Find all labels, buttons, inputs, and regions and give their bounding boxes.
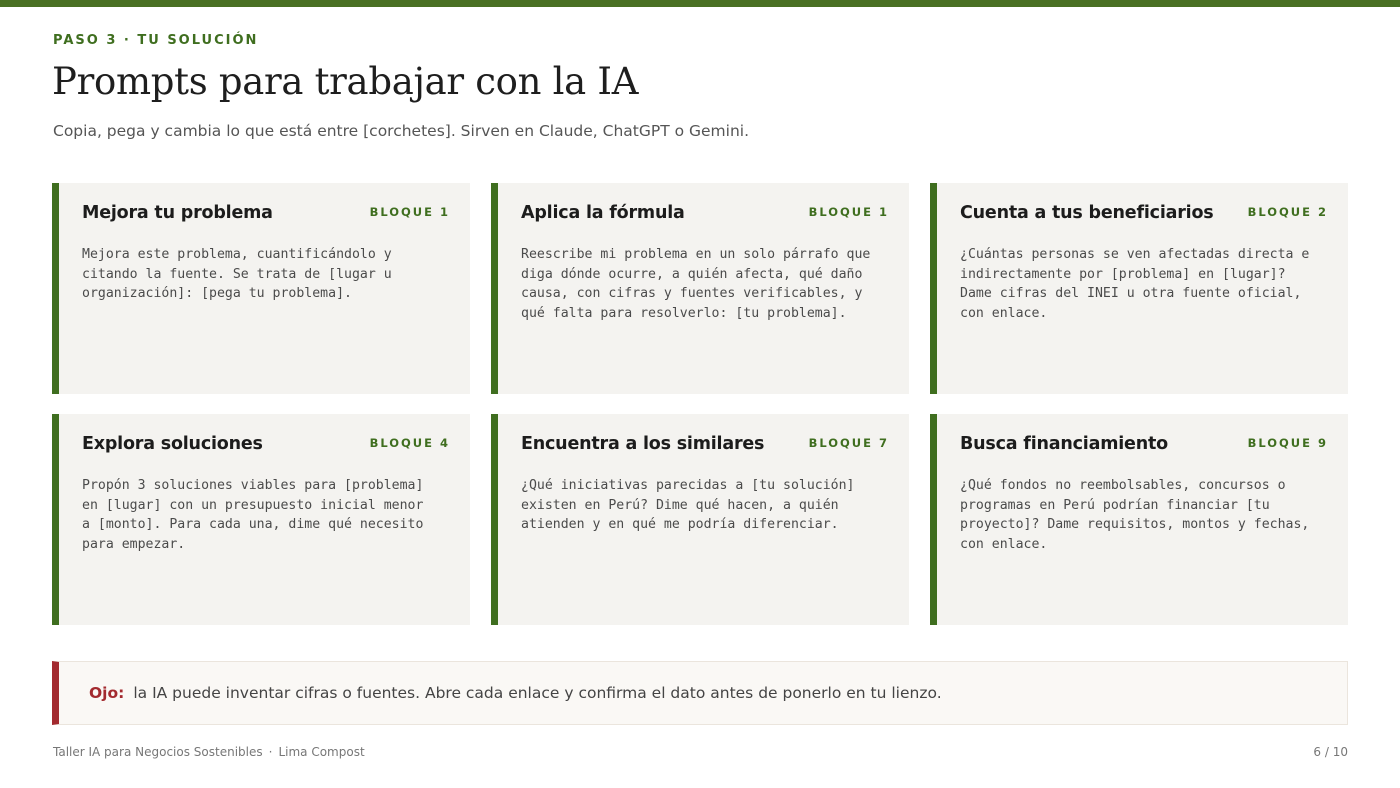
prompt-text[interactable]: ¿Qué iniciativas parecidas a [tu solución] existen en Perú? Dime qué hacen, a quién atienden y en qué me podría diferenciar.: [521, 478, 855, 533]
card-header: [82, 433, 450, 454]
block-tag: BLOQUE 9: [1247, 436, 1328, 450]
card-header: [521, 433, 889, 454]
prompt-card[interactable]: [930, 183, 1348, 394]
prompt-card[interactable]: [930, 414, 1348, 625]
block-tag: BLOQUE 1: [808, 205, 889, 219]
footer-credits: [53, 745, 365, 759]
block-tag: BLOQUE 7: [808, 436, 889, 450]
footer-separator: ·: [268, 745, 273, 759]
card-title: Busca financiamiento: [960, 434, 1168, 454]
page-subtitle: Copia, pega y cambia lo que está entre [corchetes]. Sirven en Claude, ChatGPT o Gemini.: [53, 122, 750, 140]
footer-course: Taller IA para Negocios Sostenibles: [53, 745, 263, 759]
card-title: Explora soluciones: [82, 434, 263, 454]
card-title: Cuenta a tus beneficiarios: [960, 203, 1214, 223]
block-tag: BLOQUE 1: [369, 205, 450, 219]
block-tag: BLOQUE 4: [369, 436, 450, 450]
warning-label: Ojo:: [89, 684, 125, 702]
page-title: Prompts para trabajar con la IA: [52, 60, 639, 103]
prompt-card[interactable]: [52, 183, 470, 394]
prompt-text[interactable]: Mejora este problema, cuantificándolo y citando la fuente. Se trata de [lugar u organización]: [pega tu problema].: [82, 247, 392, 302]
prompt-text[interactable]: Reescribe mi problema en un solo párrafo que diga dónde ocurre, a quién afecta, qué daño causa, con cifras y fuentes verificables, y qué falta para resolverlo: [tu problema].: [521, 247, 871, 321]
page-number: 6 / 10: [1313, 745, 1348, 759]
prompt-cards-grid: [52, 183, 1348, 625]
warning-callout: [52, 661, 1348, 725]
prompt-text[interactable]: ¿Qué fondos no reembolsables, concursos o programas en Perú podrían financiar [tu proyecto]? Dame requisitos, montos y fechas, con enlace.: [960, 478, 1310, 552]
card-header: [521, 202, 889, 223]
top-accent-bar: [0, 0, 1400, 7]
card-header: [82, 202, 450, 223]
prompt-text[interactable]: Propón 3 soluciones viables para [problema] en [lugar] con un presupuesto inicial menor a [monto]. Para cada una, dime qué necesito para empezar.: [82, 478, 424, 552]
step-eyebrow: PASO 3 · TU SOLUCIÓN: [53, 33, 259, 48]
warning-text: la IA puede inventar cifras o fuentes. Abre cada enlace y confirma el dato antes de ponerlo en tu lienzo.: [133, 684, 942, 702]
card-header: [960, 202, 1328, 223]
card-title: Aplica la fórmula: [521, 203, 685, 223]
card-header: [960, 433, 1328, 454]
prompt-text[interactable]: ¿Cuántas personas se ven afectadas directa e indirectamente por [problema] en [lugar]? Dame cifras del INEI u otra fuente oficial, con enlace.: [960, 247, 1310, 321]
card-title: Encuentra a los similares: [521, 434, 765, 454]
card-title: Mejora tu problema: [82, 203, 273, 223]
block-tag: BLOQUE 2: [1247, 205, 1328, 219]
prompt-card[interactable]: [491, 183, 909, 394]
prompt-card[interactable]: [491, 414, 909, 625]
footer-org: Lima Compost: [278, 745, 365, 759]
prompt-card[interactable]: [52, 414, 470, 625]
